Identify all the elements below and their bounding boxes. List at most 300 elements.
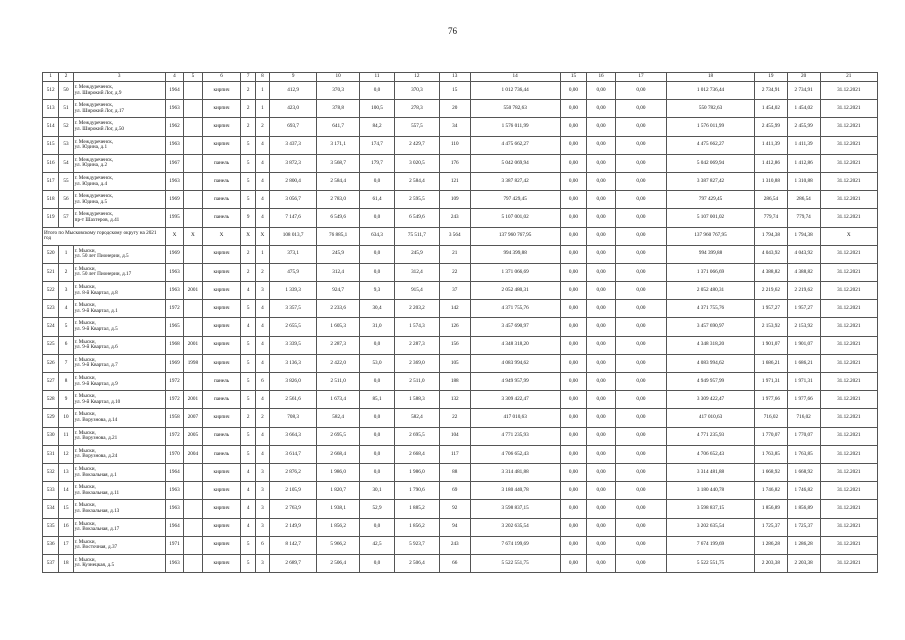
table-cell: 2 734,91 bbox=[755, 82, 788, 100]
table-cell: 31.12.2021 bbox=[820, 136, 878, 154]
table-cell: 121 bbox=[439, 172, 470, 190]
table-cell: 14 bbox=[59, 482, 73, 500]
table-cell: 3 826,0 bbox=[270, 373, 317, 391]
address-cell: г. Междуреченск, ул. Широкий Лог, д.50 bbox=[73, 118, 165, 136]
table-cell: 2004 bbox=[184, 445, 202, 463]
table-cell: 5 bbox=[241, 536, 255, 554]
address-cell: г. Мыски, ул. Ворузнова, д.24 bbox=[73, 445, 165, 463]
table-row bbox=[43, 191, 878, 209]
table-cell: 31.12.2021 bbox=[820, 354, 878, 372]
table-cell: 536 bbox=[43, 536, 59, 554]
table-cell: 85,1 bbox=[360, 391, 395, 409]
table-cell: 0,00 bbox=[615, 300, 666, 318]
table-row bbox=[43, 282, 878, 300]
table-cell bbox=[184, 482, 202, 500]
table-cell: 0,00 bbox=[587, 82, 616, 100]
table-cell: 0,00 bbox=[615, 336, 666, 354]
table-cell: 0,00 bbox=[615, 427, 666, 445]
address-cell: г. Междуреченск, ул. Широкий Лог, д.17 bbox=[73, 100, 165, 118]
page-number: 76 bbox=[448, 26, 457, 36]
table-cell: 1 971,31 bbox=[787, 373, 820, 391]
table-cell: 1 885,2 bbox=[394, 500, 439, 518]
table-cell: 0,0 bbox=[360, 445, 395, 463]
table-cell: 105 bbox=[439, 354, 470, 372]
table-cell: 0,00 bbox=[587, 172, 616, 190]
table-cell: 5 bbox=[241, 554, 255, 572]
total-cell: 137 960 767,95 bbox=[667, 227, 755, 245]
table-cell: 100,5 bbox=[360, 100, 395, 118]
table-cell: 2 734,91 bbox=[787, 82, 820, 100]
table-cell: 0,00 bbox=[587, 100, 616, 118]
table-cell: 1 770,07 bbox=[787, 427, 820, 445]
table-cell: 1965 bbox=[165, 318, 183, 336]
table-cell: 0,00 bbox=[615, 554, 666, 572]
table-cell: 7 674 199,69 bbox=[470, 536, 560, 554]
table-cell: 1963 bbox=[165, 100, 183, 118]
table-cell: 4 bbox=[255, 300, 269, 318]
table-cell: 4 bbox=[241, 463, 255, 481]
table-cell: 0,00 bbox=[615, 500, 666, 518]
table-row bbox=[43, 536, 878, 554]
table-cell: 1 901,07 bbox=[787, 336, 820, 354]
table-cell: 1 746,82 bbox=[755, 482, 788, 500]
table-cell: 716,02 bbox=[755, 409, 788, 427]
table-cell: 3 020,5 bbox=[394, 154, 439, 172]
total-cell: X bbox=[820, 227, 878, 245]
table-cell: 4 bbox=[241, 282, 255, 300]
table-cell: 517 bbox=[43, 172, 59, 190]
table-cell: 370,3 bbox=[394, 82, 439, 100]
table-cell: 3 bbox=[255, 482, 269, 500]
table-cell: 0,00 bbox=[615, 536, 666, 554]
table-cell: 2 203,38 bbox=[787, 554, 820, 572]
table-cell: 5 522 551,75 bbox=[667, 554, 755, 572]
table-cell: 0,0 bbox=[360, 245, 395, 263]
table-cell: 21 bbox=[439, 245, 470, 263]
table-cell: 34 bbox=[439, 118, 470, 136]
table-cell: кирпич bbox=[202, 136, 241, 154]
table-cell: 0,00 bbox=[615, 118, 666, 136]
table-cell: 3 437,3 bbox=[270, 136, 317, 154]
table-cell: 2 149,9 bbox=[270, 518, 317, 536]
table-cell: 4 475 662,27 bbox=[470, 136, 560, 154]
table-cell: 516 bbox=[43, 154, 59, 172]
table-cell: 5 107 001,02 bbox=[470, 209, 560, 227]
table-row bbox=[43, 209, 878, 227]
column-number-cell: 3 bbox=[73, 73, 165, 82]
table-cell: 1971 bbox=[165, 536, 183, 554]
address-cell: г. Мыски, ул. Вокзальная, д.13 bbox=[73, 500, 165, 518]
total-cell: 108 013,7 bbox=[270, 227, 317, 245]
table-cell: 512 bbox=[43, 82, 59, 100]
table-cell: 0,00 bbox=[560, 263, 587, 281]
table-cell: 4 083 994,62 bbox=[667, 354, 755, 372]
table-cell: 4 bbox=[241, 318, 255, 336]
address-cell: г. Мыски, ул. 8-й Квартал, д.8 bbox=[73, 282, 165, 300]
table-cell: 1964 bbox=[165, 463, 183, 481]
table-cell: 0,00 bbox=[615, 463, 666, 481]
table-cell: 1 339,3 bbox=[270, 282, 317, 300]
table-cell: 53 bbox=[59, 136, 73, 154]
table-cell: 1 012 736,44 bbox=[667, 82, 755, 100]
table-cell: 4 bbox=[255, 391, 269, 409]
table-cell: 1 454,02 bbox=[787, 100, 820, 118]
table-cell: 1963 bbox=[165, 500, 183, 518]
table-cell: 0,00 bbox=[587, 500, 616, 518]
table-cell: 1 012 736,44 bbox=[470, 82, 560, 100]
table-cell: 2 105,9 bbox=[270, 482, 317, 500]
table-cell: 0,00 bbox=[615, 191, 666, 209]
table-cell: 2 052 480,31 bbox=[667, 282, 755, 300]
table-cell: 20 bbox=[439, 100, 470, 118]
table-cell: 0,00 bbox=[587, 463, 616, 481]
address-cell: г. Междуреченск, ул. Юдина, д.2 bbox=[73, 154, 165, 172]
table-cell: 0,00 bbox=[615, 354, 666, 372]
table-cell: 0,00 bbox=[560, 463, 587, 481]
total-cell: 634,3 bbox=[360, 227, 395, 245]
address-cell: г. Междуреченск, ул. Широкий Лог, д.9 bbox=[73, 82, 165, 100]
table-cell: 8 bbox=[59, 373, 73, 391]
table-cell: 4 949 957,99 bbox=[667, 373, 755, 391]
table-cell: 5 bbox=[241, 391, 255, 409]
table-cell: кирпич bbox=[202, 300, 241, 318]
table-cell: 529 bbox=[43, 409, 59, 427]
table-cell: 15 bbox=[439, 82, 470, 100]
table-cell: 1 725,37 bbox=[787, 518, 820, 536]
table-cell: 55 bbox=[59, 172, 73, 190]
table-cell: 5 bbox=[241, 373, 255, 391]
table-cell: 0,00 bbox=[560, 318, 587, 336]
table-cell: 126 bbox=[439, 318, 470, 336]
table-cell: 0,0 bbox=[360, 554, 395, 572]
table-cell: 3 457 690,97 bbox=[470, 318, 560, 336]
table-row bbox=[43, 354, 878, 372]
table-cell: 66 bbox=[439, 554, 470, 572]
table-cell: 1 574,3 bbox=[394, 318, 439, 336]
table-cell: 0,00 bbox=[560, 482, 587, 500]
total-cell: 3 564 bbox=[439, 227, 470, 245]
table-cell: кирпич bbox=[202, 554, 241, 572]
table-cell: 1 977,66 bbox=[787, 391, 820, 409]
table-cell: 4 bbox=[255, 154, 269, 172]
table-cell: 3 314 481,88 bbox=[470, 463, 560, 481]
table-cell: кирпич bbox=[202, 518, 241, 536]
total-cell: 0,00 bbox=[560, 227, 587, 245]
table-cell: 0,00 bbox=[587, 263, 616, 281]
column-number-cell: 8 bbox=[255, 73, 269, 82]
table-cell: 31.12.2021 bbox=[820, 209, 878, 227]
table-row bbox=[43, 554, 878, 572]
table-cell: 1 454,02 bbox=[755, 100, 788, 118]
table-cell: 5 bbox=[241, 445, 255, 463]
table-cell: 156 bbox=[439, 336, 470, 354]
table-cell: 243 bbox=[439, 536, 470, 554]
table-cell: 0,00 bbox=[615, 245, 666, 263]
table-cell: 0,00 bbox=[587, 354, 616, 372]
total-cell: X bbox=[165, 227, 183, 245]
table-cell: 1964 bbox=[165, 82, 183, 100]
table-cell: 641,7 bbox=[317, 118, 360, 136]
table-cell: 5 522 551,75 bbox=[470, 554, 560, 572]
address-cell: г. Мыски, ул. Вокзальная, д.1 bbox=[73, 463, 165, 481]
table-cell: 1 686,21 bbox=[787, 354, 820, 372]
table-cell: 30,4 bbox=[360, 300, 395, 318]
table-cell: 5 bbox=[241, 427, 255, 445]
table-cell: 3 056,7 bbox=[270, 191, 317, 209]
table-cell: 0,00 bbox=[560, 336, 587, 354]
table-cell: 0,00 bbox=[587, 427, 616, 445]
table-cell bbox=[184, 463, 202, 481]
address-cell: г. Мыски, ул. 9-й Квартал, д.5 bbox=[73, 318, 165, 336]
table-cell: 3 309 422,47 bbox=[470, 391, 560, 409]
table-cell: 2007 bbox=[184, 409, 202, 427]
table-row bbox=[43, 136, 878, 154]
table-cell: 4 388,82 bbox=[787, 263, 820, 281]
table-cell: 31.12.2021 bbox=[820, 427, 878, 445]
table-cell: 2 876,2 bbox=[270, 463, 317, 481]
table-cell: 2 511,0 bbox=[317, 373, 360, 391]
table-cell: 31.12.2021 bbox=[820, 318, 878, 336]
table-cell: 312,4 bbox=[394, 263, 439, 281]
table-cell: 1963 bbox=[165, 282, 183, 300]
table-cell: 1 605,3 bbox=[317, 318, 360, 336]
table-cell: 0,00 bbox=[615, 409, 666, 427]
table-cell: 0,00 bbox=[587, 245, 616, 263]
table-cell bbox=[184, 154, 202, 172]
table-cell: 1 938,1 bbox=[317, 500, 360, 518]
table-cell: 278,3 bbox=[394, 100, 439, 118]
table-cell: 0,0 bbox=[360, 518, 395, 536]
address-cell: г. Междуреченск, ул. Юдина, д.4 bbox=[73, 172, 165, 190]
table-cell: 1 310,88 bbox=[787, 172, 820, 190]
table-cell: 31.12.2021 bbox=[820, 409, 878, 427]
table-cell: 1 790,6 bbox=[394, 482, 439, 500]
table-cell: 2 bbox=[255, 263, 269, 281]
table-cell bbox=[184, 191, 202, 209]
table-cell: 31.12.2021 bbox=[820, 191, 878, 209]
table-cell: 7 bbox=[59, 354, 73, 372]
table-cell: 88 bbox=[439, 463, 470, 481]
table-cell: 523 bbox=[43, 300, 59, 318]
table-cell: 1 371 066,69 bbox=[470, 263, 560, 281]
table-cell: 5 bbox=[241, 154, 255, 172]
table-cell: 4 348 318,20 bbox=[470, 336, 560, 354]
table-cell: 69 bbox=[439, 482, 470, 500]
table-cell: 4 bbox=[255, 209, 269, 227]
table-cell: 1 bbox=[255, 82, 269, 100]
table-cell: 11 bbox=[59, 427, 73, 445]
table-cell: 0,00 bbox=[560, 354, 587, 372]
table-cell: 1 673,4 bbox=[317, 391, 360, 409]
table-cell: 1 371 066,69 bbox=[667, 263, 755, 281]
table-cell: 31.12.2021 bbox=[820, 300, 878, 318]
table-cell: 532 bbox=[43, 463, 59, 481]
table-cell: 31.12.2021 bbox=[820, 172, 878, 190]
table-cell: 4 bbox=[255, 427, 269, 445]
column-number-cell: 1 bbox=[43, 73, 59, 82]
table-cell: 1968 bbox=[165, 336, 183, 354]
table-cell bbox=[184, 100, 202, 118]
table-cell: 56 bbox=[59, 191, 73, 209]
table-cell bbox=[184, 118, 202, 136]
table-cell: 3 136,3 bbox=[270, 354, 317, 372]
table-cell: 2 153,92 bbox=[755, 318, 788, 336]
table-cell: 0,0 bbox=[360, 82, 395, 100]
table-cell: 3 457 690,97 bbox=[667, 318, 755, 336]
table-cell: 31.12.2021 bbox=[820, 245, 878, 263]
table-cell: 0,00 bbox=[587, 518, 616, 536]
table-cell: 1967 bbox=[165, 154, 183, 172]
column-number-cell: 4 bbox=[165, 73, 183, 82]
table-cell: 0,00 bbox=[560, 245, 587, 263]
table-cell: 582,4 bbox=[317, 409, 360, 427]
table-cell: 0,00 bbox=[560, 118, 587, 136]
table-cell: 3 bbox=[255, 463, 269, 481]
table-cell: 0,00 bbox=[560, 409, 587, 427]
table-cell: 1 957,27 bbox=[787, 300, 820, 318]
address-cell: г. Мыски, ул. 9-й Квартал, д.9 bbox=[73, 373, 165, 391]
table-cell: 5 923,7 bbox=[394, 536, 439, 554]
table-cell: 52 bbox=[59, 118, 73, 136]
table-cell: 9 bbox=[59, 391, 73, 409]
table-cell bbox=[184, 172, 202, 190]
table-cell: 0,00 bbox=[560, 154, 587, 172]
table-cell: 0,00 bbox=[560, 391, 587, 409]
table-cell: 0,00 bbox=[560, 191, 587, 209]
address-cell: г. Мыски, ул. 50 лет Пионерии, д.5 bbox=[73, 245, 165, 263]
table-cell: 31.12.2021 bbox=[820, 82, 878, 100]
table-cell: 31.12.2021 bbox=[820, 463, 878, 481]
table-cell: 0,00 bbox=[560, 136, 587, 154]
table-cell: 2001 bbox=[184, 282, 202, 300]
table-row bbox=[43, 427, 878, 445]
table-cell: 31.12.2021 bbox=[820, 154, 878, 172]
table-cell bbox=[184, 245, 202, 263]
table-cell: 1 bbox=[255, 100, 269, 118]
table-cell: 61,4 bbox=[360, 191, 395, 209]
table-cell: 0,0 bbox=[360, 172, 395, 190]
table-cell: 17 bbox=[59, 536, 73, 554]
table-cell: 5 bbox=[241, 172, 255, 190]
table-row bbox=[43, 100, 878, 118]
table-cell: 520 bbox=[43, 245, 59, 263]
table-cell: 31.12.2021 bbox=[820, 282, 878, 300]
table-cell: 4 388,82 bbox=[755, 263, 788, 281]
table-cell: 514 bbox=[43, 118, 59, 136]
table-cell: 4 706 652,43 bbox=[470, 445, 560, 463]
table-cell: 7 147,6 bbox=[270, 209, 317, 227]
table-cell: 0,0 bbox=[360, 427, 395, 445]
table-cell: 53,0 bbox=[360, 354, 395, 372]
table-cell: 2001 bbox=[184, 336, 202, 354]
table-cell: 2 422,0 bbox=[317, 354, 360, 372]
table-cell: 31.12.2021 bbox=[820, 118, 878, 136]
table-cell: 4 771 235,93 bbox=[470, 427, 560, 445]
table-cell: 373,1 bbox=[270, 245, 317, 263]
table-cell: 370,3 bbox=[317, 82, 360, 100]
table-cell: 2 287,3 bbox=[317, 336, 360, 354]
table-cell: 0,00 bbox=[560, 427, 587, 445]
table-cell: 1963 bbox=[165, 263, 183, 281]
table-cell: 57 bbox=[59, 209, 73, 227]
table-cell: 13 bbox=[59, 463, 73, 481]
table-cell: 4 043,92 bbox=[787, 245, 820, 263]
table-cell: 1 412,86 bbox=[787, 154, 820, 172]
table-cell bbox=[184, 373, 202, 391]
table-cell: 4 bbox=[255, 318, 269, 336]
table-cell: 0,00 bbox=[587, 136, 616, 154]
table-cell bbox=[184, 136, 202, 154]
table-cell: 0,00 bbox=[560, 282, 587, 300]
table-cell: 3 387 827,42 bbox=[470, 172, 560, 190]
column-number-cell: 20 bbox=[787, 73, 820, 82]
table-cell: 3 664,3 bbox=[270, 427, 317, 445]
table-cell: 2 506,4 bbox=[317, 554, 360, 572]
table-cell: 2 695,5 bbox=[394, 427, 439, 445]
table-cell: 0,00 bbox=[587, 409, 616, 427]
table-cell: 3 614,7 bbox=[270, 445, 317, 463]
address-cell: г. Мыски, ул. Кузнецкая, д.5 bbox=[73, 554, 165, 572]
table-cell: 3 598 837,15 bbox=[667, 500, 755, 518]
table-cell: 31.12.2021 bbox=[820, 263, 878, 281]
table-cell: 515 bbox=[43, 136, 59, 154]
address-cell: г. Мыски, ул. Ворузнова, д.21 bbox=[73, 427, 165, 445]
table-cell: 0,00 bbox=[560, 172, 587, 190]
table-cell: 30,1 bbox=[360, 482, 395, 500]
table-cell: 1 856,2 bbox=[394, 518, 439, 536]
table-cell: 1964 bbox=[165, 518, 183, 536]
table-cell: 3 bbox=[59, 282, 73, 300]
table-cell: 0,00 bbox=[587, 300, 616, 318]
table-cell: 0,00 bbox=[615, 263, 666, 281]
table-cell: 2 287,3 bbox=[394, 336, 439, 354]
table-cell: 1 763,85 bbox=[787, 445, 820, 463]
table-cell: 188 bbox=[439, 373, 470, 391]
table-cell: 1 820,7 bbox=[317, 482, 360, 500]
table-cell: 4 475 662,27 bbox=[667, 136, 755, 154]
column-number-cell: 21 bbox=[820, 73, 878, 82]
table-cell: 176 bbox=[439, 154, 470, 172]
table-cell: кирпич bbox=[202, 354, 241, 372]
table-cell: 16 bbox=[59, 518, 73, 536]
table-cell: 708,3 bbox=[270, 409, 317, 427]
table-cell: 2 219,62 bbox=[787, 282, 820, 300]
table-cell: 4 949 957,99 bbox=[470, 373, 560, 391]
table-cell: 0,00 bbox=[587, 391, 616, 409]
address-cell: г. Мыски, ул. 9-й Квартал, д.10 bbox=[73, 391, 165, 409]
table-cell: 2 219,62 bbox=[755, 282, 788, 300]
table-cell: 4 bbox=[255, 172, 269, 190]
table-cell: 1963 bbox=[165, 172, 183, 190]
address-cell: г. Мыски, ул. Вокзальная, д.11 bbox=[73, 482, 165, 500]
table-cell: 4 043,92 bbox=[755, 245, 788, 263]
table-cell: 0,0 bbox=[360, 409, 395, 427]
table-cell: 12 bbox=[59, 445, 73, 463]
table-cell: 1 986,0 bbox=[394, 463, 439, 481]
address-cell: г. Мыски, ул. Вокзальная, д.17 bbox=[73, 518, 165, 536]
table-cell: 1970 bbox=[165, 445, 183, 463]
table-cell bbox=[184, 209, 202, 227]
table-row bbox=[43, 245, 878, 263]
column-number-cell: 5 bbox=[184, 73, 202, 82]
table-cell: 4 bbox=[255, 191, 269, 209]
table-cell: 132 bbox=[439, 391, 470, 409]
table-cell: 3 180 440,78 bbox=[667, 482, 755, 500]
table-cell: 31.12.2021 bbox=[820, 482, 878, 500]
table-cell: 2 233,6 bbox=[317, 300, 360, 318]
table-cell: 4 371 755,76 bbox=[470, 300, 560, 318]
table-cell: 2 bbox=[255, 409, 269, 427]
